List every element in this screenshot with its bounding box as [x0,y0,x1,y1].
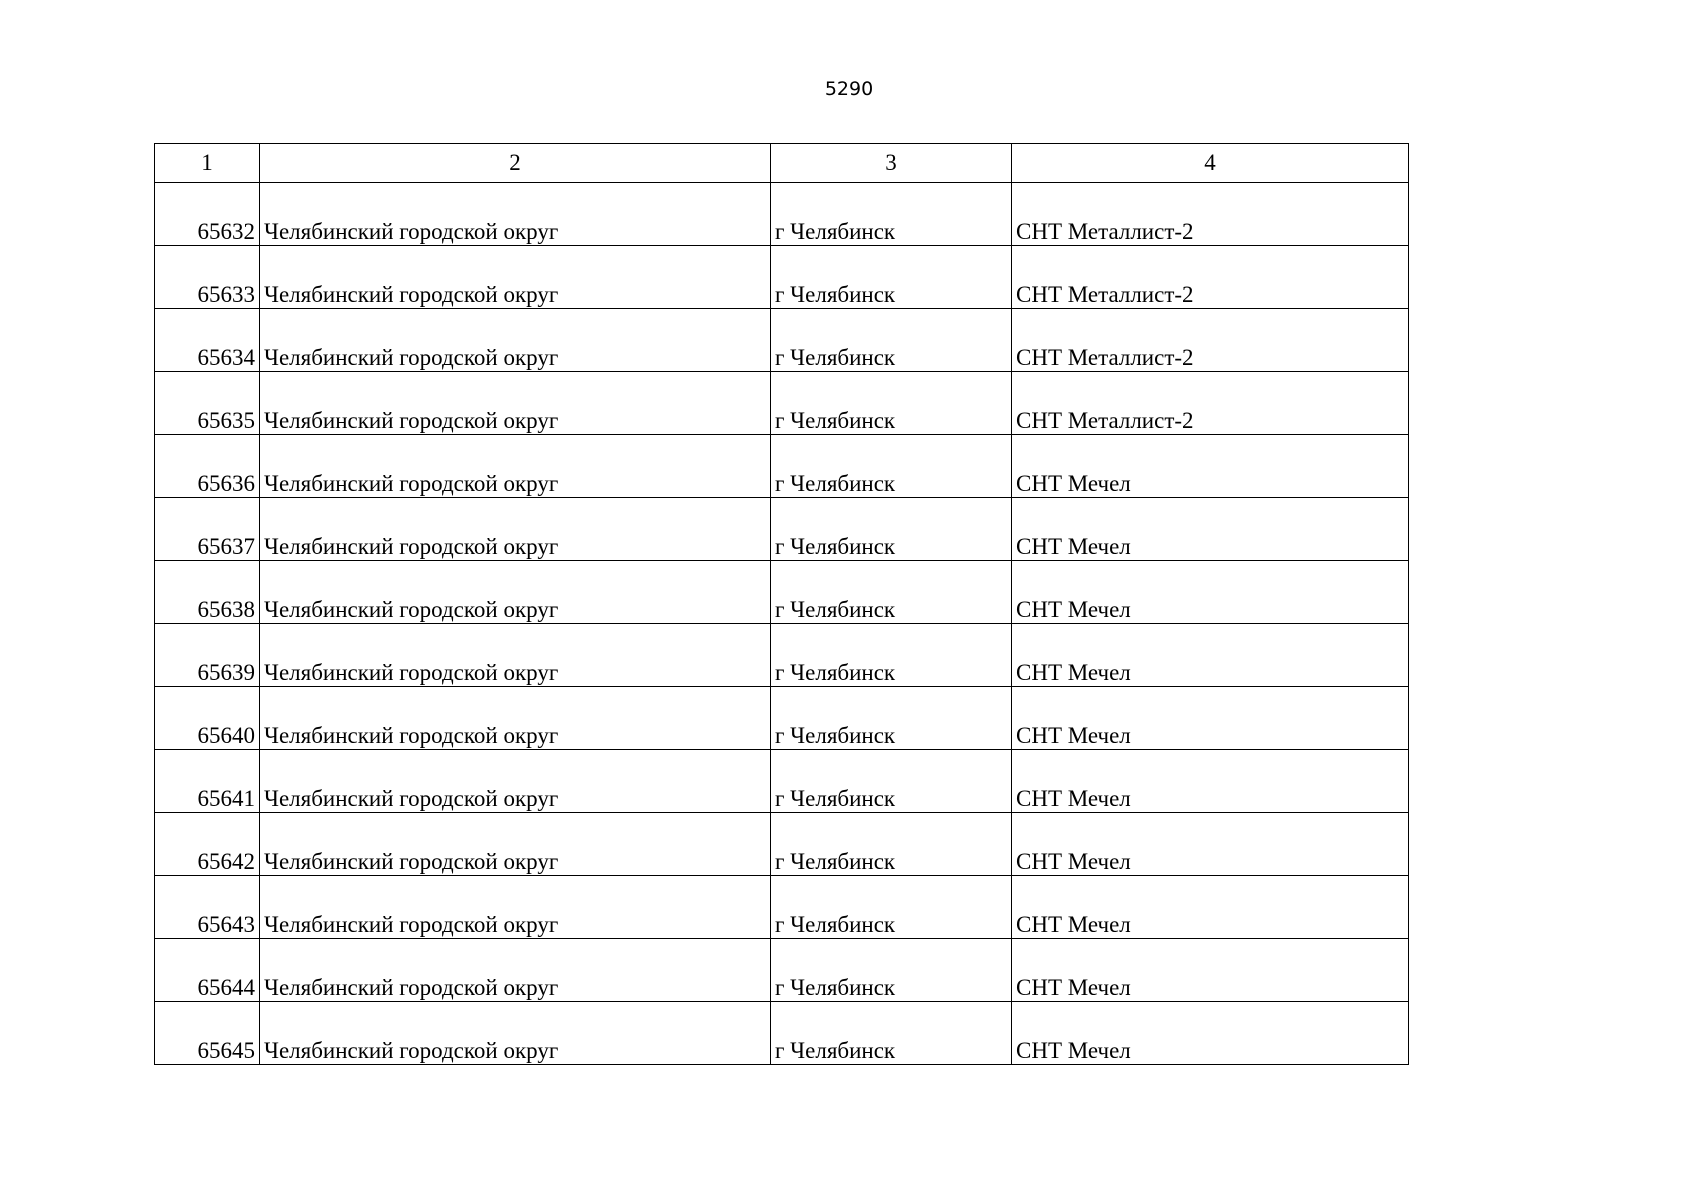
cell-municipality: Челябинский городской округ [260,939,771,1002]
table-header-row [155,144,1409,183]
cell-municipality: Челябинский городской округ [260,309,771,372]
table-row [155,498,1409,561]
table-row [155,183,1409,246]
table-row [155,687,1409,750]
cell-row-number: 65636 [155,435,260,498]
cell-municipality: Челябинский городской округ [260,561,771,624]
cell-municipality: Челябинский городской округ [260,183,771,246]
cell-settlement: г Челябинск [771,435,1012,498]
table-row [155,246,1409,309]
cell-settlement: г Челябинск [771,939,1012,1002]
cell-municipality: Челябинский городской округ [260,246,771,309]
cell-street: СНТ Мечел [1012,624,1409,687]
cell-row-number: 65644 [155,939,260,1002]
table-row [155,309,1409,372]
cell-row-number: 65632 [155,183,260,246]
table-row [155,813,1409,876]
cell-settlement: г Челябинск [771,183,1012,246]
cell-settlement: г Челябинск [771,1002,1012,1065]
table-row [155,939,1409,1002]
cell-street: СНТ Мечел [1012,561,1409,624]
cell-municipality: Челябинский городской округ [260,813,771,876]
cell-row-number: 65642 [155,813,260,876]
cell-street: СНТ Мечел [1012,1002,1409,1065]
cell-street: СНТ Металлист-2 [1012,372,1409,435]
header-col-3: 3 [771,144,1012,183]
cell-row-number: 65637 [155,498,260,561]
header-col-1: 1 [155,144,260,183]
cell-street: СНТ Мечел [1012,435,1409,498]
cell-row-number: 65638 [155,561,260,624]
cell-street: СНТ Мечел [1012,498,1409,561]
cell-row-number: 65633 [155,246,260,309]
cell-municipality: Челябинский городской округ [260,750,771,813]
cell-street: СНТ Мечел [1012,813,1409,876]
cell-settlement: г Челябинск [771,687,1012,750]
cell-row-number: 65639 [155,624,260,687]
cell-street: СНТ Мечел [1012,687,1409,750]
table-body [155,183,1409,1065]
table-row [155,561,1409,624]
cell-settlement: г Челябинск [771,813,1012,876]
table-row [155,876,1409,939]
page-number: 5290 [824,78,874,100]
table-row [155,750,1409,813]
cell-settlement: г Челябинск [771,561,1012,624]
table-row [155,624,1409,687]
cell-settlement: г Челябинск [771,750,1012,813]
cell-street: СНТ Металлист-2 [1012,309,1409,372]
cell-municipality: Челябинский городской округ [260,624,771,687]
cell-municipality: Челябинский городской округ [260,498,771,561]
cell-settlement: г Челябинск [771,624,1012,687]
cell-row-number: 65641 [155,750,260,813]
cell-settlement: г Челябинск [771,372,1012,435]
cell-row-number: 65645 [155,1002,260,1065]
cell-street: СНТ Мечел [1012,750,1409,813]
cell-street: СНТ Металлист-2 [1012,246,1409,309]
cell-row-number: 65634 [155,309,260,372]
table-row [155,435,1409,498]
cell-row-number: 65635 [155,372,260,435]
cell-settlement: г Челябинск [771,876,1012,939]
cell-municipality: Челябинский городской округ [260,435,771,498]
data-table [154,143,1409,1065]
header-col-2: 2 [260,144,771,183]
cell-municipality: Челябинский городской округ [260,372,771,435]
cell-municipality: Челябинский городской округ [260,1002,771,1065]
cell-settlement: г Челябинск [771,309,1012,372]
cell-street: СНТ Мечел [1012,939,1409,1002]
table-row [155,372,1409,435]
header-col-4: 4 [1012,144,1409,183]
cell-row-number: 65640 [155,687,260,750]
cell-municipality: Челябинский городской округ [260,876,771,939]
cell-row-number: 65643 [155,876,260,939]
cell-settlement: г Челябинск [771,498,1012,561]
cell-settlement: г Челябинск [771,246,1012,309]
cell-street: СНТ Металлист-2 [1012,183,1409,246]
table-row [155,1002,1409,1065]
cell-street: СНТ Мечел [1012,876,1409,939]
cell-municipality: Челябинский городской округ [260,687,771,750]
